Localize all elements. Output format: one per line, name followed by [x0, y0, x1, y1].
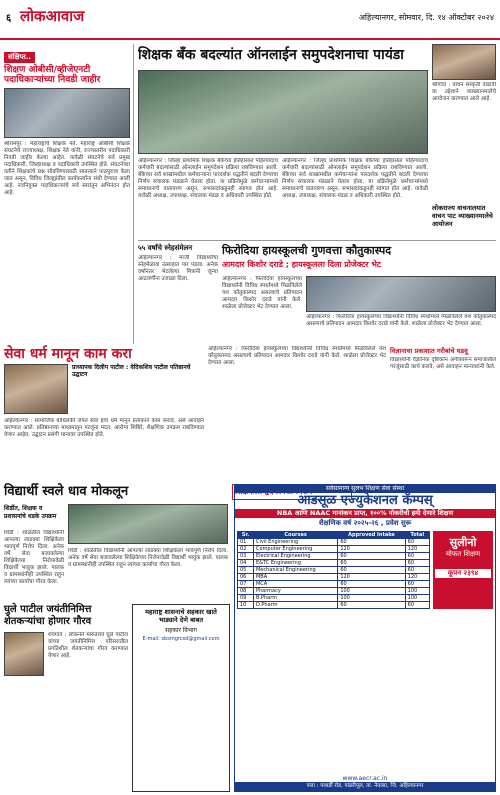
- story3-side-headline: शिर्डीत, शिक्षक व प्रशासनांचे धडके उपक्रम: [4, 505, 57, 520]
- fees-cell: 10: [238, 602, 254, 609]
- story3-headline: विद्यार्थी स्वले धाव मोकलून: [4, 484, 129, 499]
- ad-name: आडसूळ एज्युकेशनल कॅम्पस्: [297, 493, 433, 508]
- story3-photo: [68, 504, 228, 544]
- story5-sub: आमदार किशोर दराडे ; हायस्कूलला दिला प्रोजेक्टर भेट: [222, 260, 381, 269]
- fees-table: [237, 531, 430, 609]
- fees-cell: 08: [238, 588, 254, 595]
- fees-cell: 60: [338, 567, 405, 574]
- main-photo: [138, 70, 428, 154]
- fees-cell: Computer Engineering: [253, 546, 337, 553]
- fees-cell: MCA: [253, 581, 337, 588]
- fees-col-intake: Approved Intake: [338, 532, 405, 539]
- colA-headline: शिक्षण ओबीसी/व्हीजेएनटी पदाधिकाऱ्यांच्या निवडी जाहीर: [4, 65, 101, 85]
- story5-body: अहिल्यानगर : फिरोदिया हायस्कूलच्या विद्यार्थ्यांनी विविध स्पर्धांमध्ये मिळविलेले यश कौतुकास्पद असल्याचे प्रतिपादन आमदार किशोर दराडे यांनी केले. शाळेला प्रोजेक्टर भेट देण्यात आला.: [222, 276, 302, 310]
- kicker: संक्षिप्त..: [4, 52, 35, 63]
- free-education-box: [433, 531, 493, 609]
- fees-cell: 60: [338, 602, 405, 609]
- notice-email: E-mail: sbsmgrcsd@gmail.com: [142, 636, 220, 642]
- ad-admission: शैक्षणिक वर्ष २०२५-२६ , प्रवेश सुरू: [318, 519, 412, 527]
- fees-cell: B.Pharm: [253, 595, 337, 602]
- fees-row: [238, 588, 430, 595]
- fees-cell: 01: [238, 539, 254, 546]
- ad-tagline: सर्वसामान्य सुलभ शिक्षण सेवा संस्था: [235, 485, 495, 493]
- column-a: [4, 44, 130, 344]
- fees-cell: 06: [238, 574, 254, 581]
- fees-row: [238, 539, 430, 546]
- fees-cell: 60: [405, 581, 429, 588]
- fees-cell: E&TC Engineering: [253, 560, 337, 567]
- colA-photo: [4, 88, 130, 138]
- story7: [390, 346, 496, 407]
- fees-cell: 120: [338, 546, 405, 553]
- story7-body: विद्यार्थ्यांनी वैज्ञानिक दृष्टिकोन अंगीकारून समाजातील गरजूंसाठी कार्य करावे, असे आवाहन मान्यवरांनी केले.: [390, 357, 496, 370]
- fees-cell: 120: [405, 574, 429, 581]
- fees-cell: 60: [405, 602, 429, 609]
- story2-photo: [4, 364, 68, 414]
- fees-cell: 100: [338, 588, 405, 595]
- fees-cell: 120: [338, 574, 405, 581]
- fees-cell: 05: [238, 567, 254, 574]
- story4-headline: घुले पाटील जयंतीनिमित्त शेतकऱ्यांचा होणार गौरव: [4, 604, 92, 627]
- fees-row: [238, 574, 430, 581]
- fees-cell: 60: [338, 581, 405, 588]
- masthead: [0, 0, 500, 40]
- story4-body: शेवगाव : लोकनेते मारुतराव घुले पाटील यांच्या जयंतीनिमित्त परिसरातील प्रगतिशील शेतकऱ्यांचा गौरव करण्यात येणार आहे.: [48, 632, 128, 659]
- fees-row: [238, 567, 430, 574]
- ad-accreditation: NBA आणि NAAC मानांकन प्राप्त, १००% नोकरीची हमी देणारे शिक्षण: [235, 509, 495, 518]
- story6-body: अहिल्यानगर : माजी विद्यार्थ्यांचा स्नेहमेळावा उत्साहात पार पडला. अनेक वर्षांनंतर भेटलेल्या मित्रांनी जुन्या आठवणींना उजाळा दिला.: [138, 255, 218, 282]
- fees-cell: 60: [338, 560, 405, 567]
- story2: [4, 346, 204, 362]
- story5: [222, 244, 496, 271]
- fees-col-sr: Sr.: [238, 532, 254, 539]
- fees-cell: Pharmacy: [253, 588, 337, 595]
- top-right-text: श्रीगोंदा : वाचन संस्कृती वाढावी या उद्देशाने व्याख्यानमालेचे आयोजन करण्यात आले आहे.: [432, 82, 496, 102]
- fees-cell: 09: [238, 595, 254, 602]
- tender-notice: [132, 604, 230, 792]
- story2-byline: प्राध्यापक दिलीप पाटील : वेदिकशिव पाटील पतिष्ठानचे उद्घाटन: [72, 364, 191, 378]
- colA-body: श्रीरामपूर : महाराष्ट्राचे शिक्षक नेते, महाराष्ट्र ओबीसी शिक्षक संघटनेचे राज्याध्यक्ष, शिक्षक नेते यांनी, राज्यस्तरीय पदाधिकारी निवडी जाहीर केल्या आहेत. यावेळी संघटनेचे सर्व प्रमुख पदाधिकारी, जिल्हाध्यक्ष व पदाधिकारी उपस्थित होते. संघटनेच्या वतीने शिक्षकांचे प्रश्न सोडविण्यासाठी सातत्याने पाठपुरावा केला जात असून, विविध जिल्ह्यांतील कार्यकर्त्यांना संधी देण्यात आली आहे. नवनियुक्त पदाधिकाऱ्यांचे सर्व स्तरांतून अभिनंदन होत आहे.: [4, 141, 130, 196]
- ad-address: पत्ता : पाथर्डी रोड, पांढरीपूल, ता. नेवासा, जि. अहिल्यानगर: [235, 782, 495, 791]
- fees-cell: 07: [238, 581, 254, 588]
- fees-cell: Electrical Engineering: [253, 553, 337, 560]
- fees-cell: Civil Engineering: [253, 539, 337, 546]
- notice-title: महाराष्ट्र शासनाचे सहकार खाते भाड्याने देणे बाबत: [145, 608, 217, 624]
- story5-headline: फिरोदिया हायस्कूलची गुणवत्ता कौतुकास्पद: [222, 244, 392, 257]
- story5-body-cont: अहिल्यानगर : फिरोदिया हायस्कूलच्या विद्यार्थ्यांनी विविध स्पर्धांमध्ये मिळविलेले यश कौतुकास्पद असल्याचे प्रतिपादन आमदार किशोर दराडे यांनी केले. शाळेला प्रोजेक्टर भेट देण्यात आला.: [306, 314, 496, 327]
- right-small-story: [432, 204, 496, 228]
- fees-col-course: Courses: [253, 532, 337, 539]
- fees-cell: 60: [405, 539, 429, 546]
- fees-cell: 60: [338, 553, 405, 560]
- fees-row: [238, 595, 430, 602]
- fees-cell: D.Pharm: [253, 602, 337, 609]
- story2-headline: सेवा धर्म मानून काम करा: [4, 346, 132, 362]
- ad-fees-table-wrap: [237, 531, 430, 609]
- story4-photo: [4, 632, 44, 676]
- story6-headline: ५५ वर्षांचे स्नेहसंमेलन: [138, 244, 193, 252]
- promo-code: कूपन २३९४: [435, 569, 491, 578]
- fees-row: [238, 553, 430, 560]
- fees-cell: 100: [405, 588, 429, 595]
- right-small-headline: लोकराज्य वाचनालयात वाचन पाट व्याख्यानमालेचे आयोजन: [432, 204, 493, 228]
- college-ad: [234, 484, 496, 792]
- fees-row: [238, 560, 430, 567]
- top-right-photo: [432, 44, 496, 80]
- fees-cell: 04: [238, 560, 254, 567]
- story7-headline: विज्ञानाचा प्रकाशात गरीबांचे घडवू: [390, 347, 468, 355]
- ad-website[interactable]: www.aecr.ac.in: [342, 775, 388, 782]
- main-headline: शिक्षक बँक बदल्यांत ऑनलाईन समुपदेशनाचा पायंडा: [138, 47, 404, 63]
- fees-cell: 03: [238, 553, 254, 560]
- fees-row: [238, 581, 430, 588]
- fees-cell: 60: [405, 553, 429, 560]
- fees-row: [238, 602, 430, 609]
- fees-cell: 100: [338, 595, 405, 602]
- story3-body: शिर्डी : शाळेतील विद्यार्थ्यांनी आपल्या लाडक्या शिक्षिकेला भावपूर्ण निरोप दिला. अनेक वर्षे सेवा बजावलेल्या शिक्षिकेच्या निरोपावेळी विद्यार्थी भावुक झाले. पालक व ग्रामस्थांनीही उपस्थित राहून त्यांच्या कार्याचा गौरव केला.: [4, 530, 64, 585]
- story5-more: अहिल्यानगर : फिरोदिया हायस्कूलच्या विद्यार्थ्यांनी विविध स्पर्धांमध्ये मिळविलेले यश कौतुकास्पद असल्याचे प्रतिपादन आमदार किशोर दराडे यांनी केले. शाळेला प्रोजेक्टर भेट देण्यात आला.: [208, 346, 386, 366]
- fees-cell: 120: [405, 546, 429, 553]
- story5-photo: [306, 276, 496, 312]
- fees-cell: 60: [338, 539, 405, 546]
- fees-col-total: Total: [405, 532, 429, 539]
- free-sub: मोफत शिक्षण: [445, 550, 481, 558]
- fees-cell: 60: [405, 560, 429, 567]
- story6: [138, 244, 218, 325]
- fees-row: [238, 546, 430, 553]
- fees-cell: MBA: [253, 574, 337, 581]
- story3-body-cont: शिर्डी : शाळेतील विद्यार्थ्यांनी आपल्या लाडक्या शिक्षिकेला भावपूर्ण निरोप दिला. अनेक वर्षे सेवा बजावलेल्या शिक्षिकेच्या निरोपावेळी विद्यार्थी भावुक झाले. पालक व ग्रामस्थांनीही उपस्थित राहून त्यांच्या कार्याचा गौरव केला.: [68, 548, 228, 568]
- free-title: सुलीनो: [449, 536, 477, 549]
- main-story-text: अहिल्यानगर : जिल्हा प्राथमिक शिक्षक बँकेच्या इतिहासात पहिल्यांदाच कर्मचारी बदल्यांसाठी ऑनलाईन समुपदेशन प्रक्रिया राबविण्यात आली. बँकेच्या सर्व शाखांमधील कर्मचाऱ्यांना पारदर्शक पद्धतीने बदली देण्याचा निर्णय संचालक मंडळाने घेतला होता. या प्रक्रियेमुळे कर्मचाऱ्यांमध्ये समाधानाचे वातावरण असून, सभासदांकडूनही स्वागत होत आहे. यावेळी अध्यक्ष, उपाध्यक्ष, संचालक मंडळ व अधिकारी उपस्थित होते.: [138, 158, 278, 199]
- edition-date: अहिल्यानगर, सोमवार, दि. १४ ऑक्टोबर २०२४: [358, 13, 494, 22]
- newspaper-brand: लोकआवाज: [20, 7, 85, 25]
- fees-cell: 60: [405, 567, 429, 574]
- story2-body: अहिल्यानगर : सामाजिक बांधिलकी जपत सेवा हाच धर्म मानून प्रत्येकाने काम करावे, असे आवाहन करण्यात आले. प्रतिष्ठानच्या माध्यमातून गरजूंना मदत, आरोग्य शिबिरे, शैक्षणिक उपक्रम राबविण्यात येणार आहेत. उद्घाटन प्रसंगी मान्यवर उपस्थित होते.: [4, 418, 204, 438]
- fees-cell: Mechanical Engineering: [253, 567, 337, 574]
- fees-cell: 02: [238, 546, 254, 553]
- page-number: ६: [6, 13, 12, 24]
- notice-org: सहकार विभाग: [165, 627, 197, 634]
- fees-cell: 100: [405, 595, 429, 602]
- main-story-text-cont: अहिल्यानगर : जिल्हा प्राथमिक शिक्षक बँकेच्या इतिहासात पहिल्यांदाच कर्मचारी बदल्यांसाठी ऑनलाईन समुपदेशन प्रक्रिया राबविण्यात आली. बँकेच्या सर्व शाखांमधील कर्मचाऱ्यांना पारदर्शक पद्धतीने बदली देण्याचा निर्णय संचालक मंडळाने घेतला होता. या प्रक्रियेमुळे कर्मचाऱ्यांमध्ये समाधानाचे वातावरण असून, सभासदांकडूनही स्वागत होत आहे. यावेळी अध्यक्ष, उपाध्यक्ष, संचालक मंडळ व अधिकारी उपस्थित होते.: [282, 158, 428, 199]
